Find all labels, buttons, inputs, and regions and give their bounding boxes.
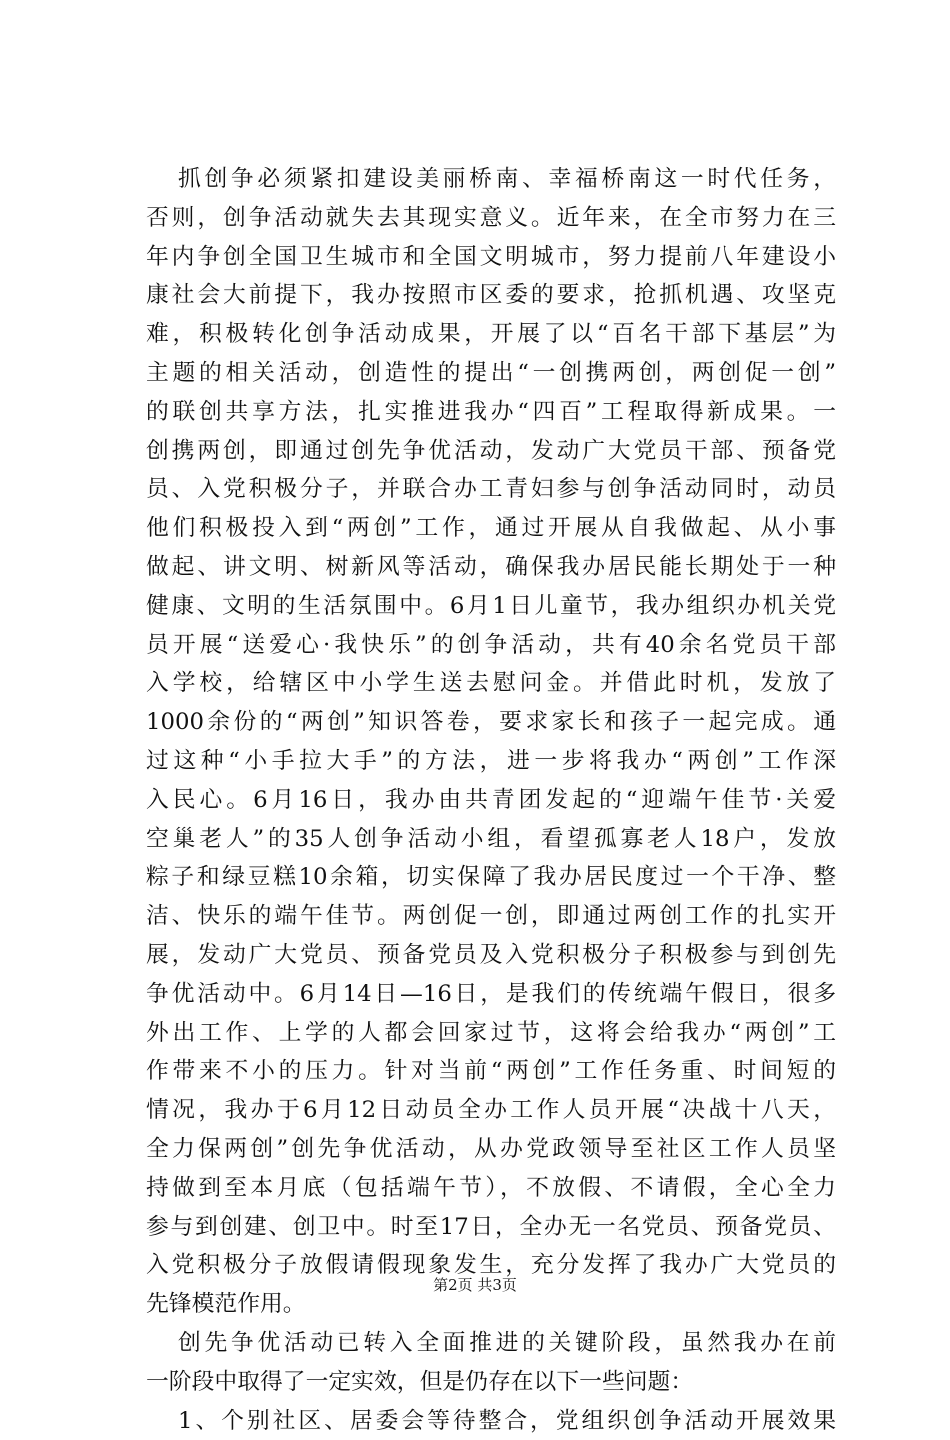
text-line: 洁、快乐的端午佳节。两创促一创，即通过两创工作的扎实开 bbox=[146, 897, 836, 936]
text-line: 全力保两创”创先争优活动，从办党政领导至社区工作人员坚 bbox=[146, 1130, 836, 1169]
text-line: 康社会大前提下，我办按照市区委的要求，抢抓机遇、攻坚克 bbox=[146, 276, 836, 315]
text-line: 难，积极转化创争活动成果，开展了以“百名干部下基层”为 bbox=[146, 315, 836, 354]
text-line: 外出工作、上学的人都会回家过节，这将会给我办“两创”工 bbox=[146, 1014, 836, 1053]
text-line: 主题的相关活动，创造性的提出“一创携两创，两创促一创” bbox=[146, 354, 836, 393]
text-line: 一阶段中取得了一定实效，但是仍存在以下一些问题： bbox=[146, 1363, 836, 1402]
text-line: 入党积极分子放假请假现象发生，充分发挥了我办广大党员的 bbox=[146, 1246, 836, 1285]
text-line: 争优活动中。6月14日—16日，是我们的传统端午假日，很多 bbox=[146, 975, 836, 1014]
text-line: 健康、文明的生活氛围中。6月1日儿童节，我办组织办机关党 bbox=[146, 587, 836, 626]
text-line: 入学校，给辖区中小学生送去慰问金。并借此时机，发放了 bbox=[146, 664, 836, 703]
text-line: 入民心。6月16日，我办由共青团发起的“迎端午佳节·关爱 bbox=[146, 781, 836, 820]
text-line: 员开展“送爱心·我快乐”的创争活动，共有40余名党员干部 bbox=[146, 626, 836, 665]
text-line: 1000余份的“两创”知识答卷，要求家长和孩子一起完成。通 bbox=[146, 703, 836, 742]
text-line: 创携两创，即通过创先争优活动，发动广大党员干部、预备党 bbox=[146, 432, 836, 471]
text-line: 展，发动广大党员、预备党员及入党积极分子积极参与到创先 bbox=[146, 936, 836, 975]
text-line: 抓创争必须紧扣建设美丽桥南、幸福桥南这一时代任务， bbox=[146, 160, 836, 199]
text-line: 的联创共享方法，扎实推进我办“四百”工程取得新成果。一 bbox=[146, 393, 836, 432]
text-line: 年内争创全国卫生城市和全国文明城市，努力提前八年建设小 bbox=[146, 238, 836, 277]
text-line: 过这种“小手拉大手”的方法，进一步将我办“两创”工作深 bbox=[146, 742, 836, 781]
text-line: 1、个别社区、居委会等待整合，党组织创争活动开展效果 bbox=[146, 1402, 836, 1440]
text-line: 粽子和绿豆糕10余箱，切实保障了我办居民度过一个干净、整 bbox=[146, 858, 836, 897]
text-line: 先锋模范作用。 bbox=[146, 1285, 836, 1324]
text-line: 他们积极投入到“两创”工作，通过开展从自我做起、从小事 bbox=[146, 509, 836, 548]
text-line: 否则，创争活动就失去其现实意义。近年来，在全市努力在三 bbox=[146, 199, 836, 238]
text-line: 空巢老人”的35人创争活动小组，看望孤寡老人18户，发放 bbox=[146, 820, 836, 859]
text-line: 员、入党积极分子，并联合办工青妇参与创争活动同时，动员 bbox=[146, 470, 836, 509]
page-footer bbox=[0, 1275, 950, 1295]
text-line: 参与到创建、创卫中。时至17日，全办无一名党员、预备党员、 bbox=[146, 1208, 836, 1247]
text-line: 做起、讲文明、树新风等活动，确保我办居民能长期处于一种 bbox=[146, 548, 836, 587]
page-number-label: 第2页 共3页 bbox=[433, 1276, 517, 1294]
document-body bbox=[146, 160, 836, 1440]
text-line: 作带来不小的压力。针对当前“两创”工作任务重、时间短的 bbox=[146, 1052, 836, 1091]
text-line: 持做到至本月底（包括端午节），不放假、不请假，全心全力 bbox=[146, 1169, 836, 1208]
text-line: 创先争优活动已转入全面推进的关键阶段，虽然我办在前 bbox=[146, 1324, 836, 1363]
text-line: 情况，我办于6月12日动员全办工作人员开展“决战十八天， bbox=[146, 1091, 836, 1130]
